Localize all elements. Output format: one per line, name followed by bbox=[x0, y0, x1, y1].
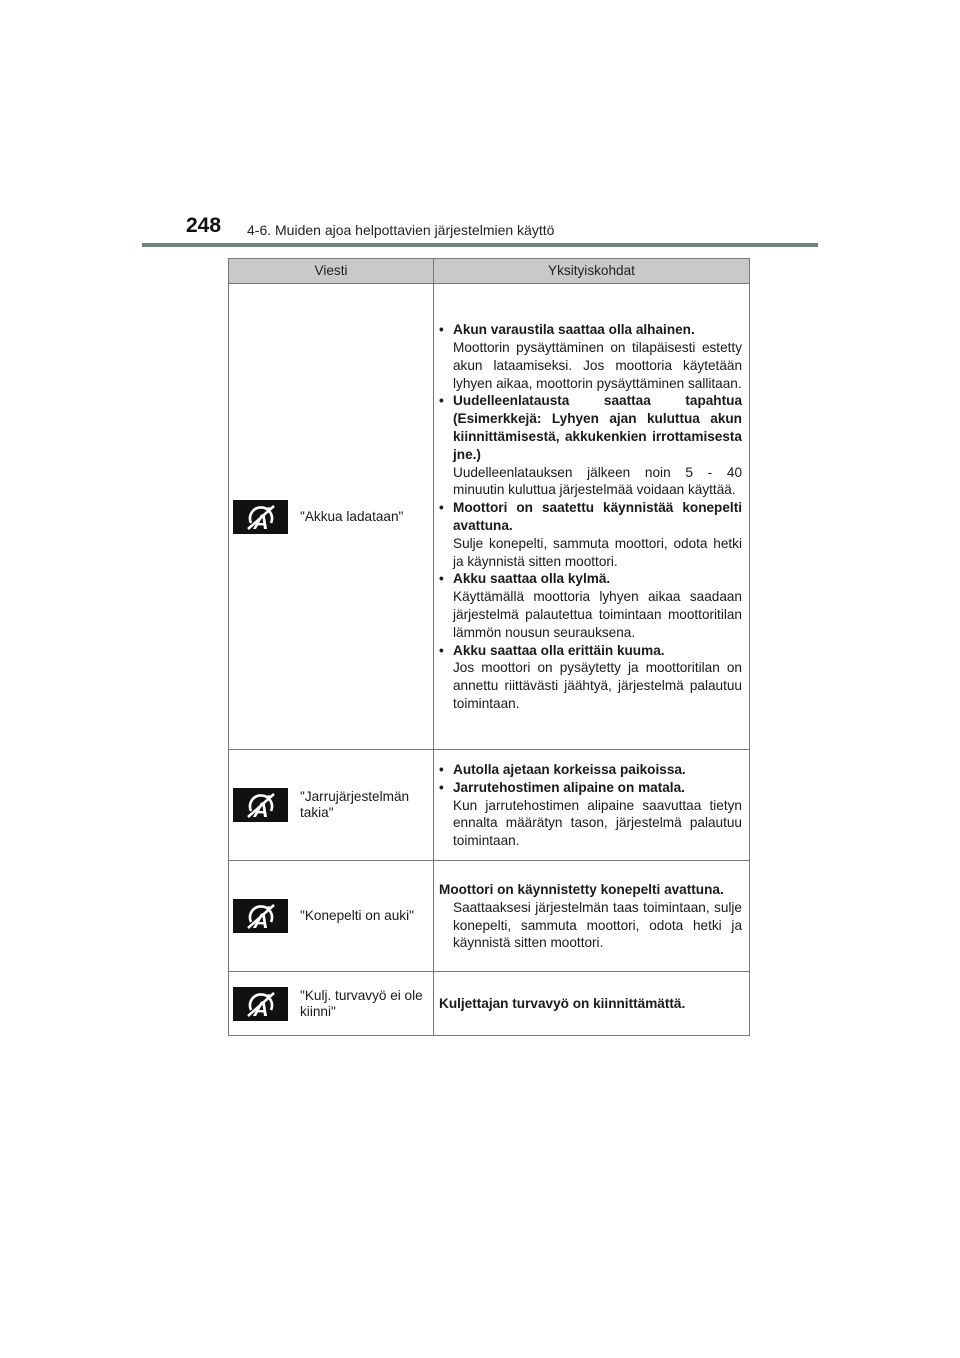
item-title: Autolla ajetaan korkeissa paikoissa. bbox=[453, 762, 686, 777]
details-cell bbox=[434, 284, 750, 750]
list-item: • Akku saattaa olla erittäin kuuma. Jos moottori on pysäytetty ja moottoritilan on annettu riittävästi jäähtyä, järjestelmä palautuu toimintaan. bbox=[439, 642, 742, 711]
column-header-message: Viesti bbox=[229, 259, 434, 284]
message-cell bbox=[229, 750, 434, 861]
item-title: Akun varaustila saattaa olla alhainen. bbox=[453, 322, 695, 338]
page-number: 248 bbox=[186, 214, 222, 237]
message-table bbox=[228, 258, 750, 1036]
item-text: Uudelleenlatauksen jälkeen noin 5 - 40 minuutin kuluttua järjestelmää voidaan käyttää. bbox=[453, 464, 742, 498]
section-title: 4-6. Muiden ajoa helpottavien järjestelmien käyttö bbox=[247, 222, 555, 238]
item-title: Uudelleenlatausta saattaa tapahtua (Esimerkkejä: Lyhyen ajan kuluttua akun kiinnittämisestä, akkukenkien irrottamisesta jne.) bbox=[453, 393, 742, 462]
details-cell bbox=[434, 972, 750, 1036]
item-text: Kun jarrutehostimen alipaine saavuttaa tietyn ennalta määrätyn tason, järjestelmä palautuu toimintaan. bbox=[453, 797, 742, 849]
message-cell bbox=[229, 284, 434, 750]
item-text: Käyttämällä moottoria lyhyen aikaa saadaan järjestelmä palautettua toimintaan moottoritilan lämmön nousun seurauksena. bbox=[453, 589, 742, 640]
item-title: Jarrutehostimen alipaine on matala. bbox=[453, 779, 685, 795]
svg-text:A: A bbox=[252, 997, 269, 1019]
stop-start-off-icon bbox=[233, 788, 288, 822]
item-text: Moottorin pysäyttäminen on tilapäisesti estetty akun lataamiseksi. Jos moottoria käytetään lyhyen aikaa, moottorin pysäyttäminen sallitaan. bbox=[453, 340, 742, 391]
details-cell bbox=[434, 750, 750, 861]
list-item: • Jarrutehostimen alipaine on matala. Kun jarrutehostimen alipaine saavuttaa tietyn ennalta määrätyn tason, järjestelmä palautuu toimintaan. bbox=[439, 779, 742, 849]
stop-start-off-icon bbox=[233, 987, 288, 1021]
stop-start-off-icon bbox=[233, 500, 288, 534]
table-row bbox=[229, 861, 750, 972]
details-cell bbox=[434, 861, 750, 972]
list-item: • Akun varaustila saattaa olla alhainen. Moottorin pysäyttäminen on tilapäisesti estetty akun lataamiseksi. Jos moottoria käytetään lyhyen aikaa, moottorin pysäyttäminen sallitaan. bbox=[439, 322, 742, 391]
list-item: • Autolla ajetaan korkeissa paikoissa. bbox=[439, 761, 742, 779]
table-row bbox=[229, 972, 750, 1036]
list-item: • Uudelleenlatausta saattaa tapahtua (Esimerkkejä: Lyhyen ajan kuluttua akun kiinnittämisestä, akkukenkien irrottamisesta jne.) Uudelleenlatauksen jälkeen noin 5 - 40 minuutin kuluttua järjestelmää voidaan käyttää. bbox=[439, 393, 742, 498]
message-text: "Kulj. turvavyö ei ole kiinni" bbox=[300, 987, 423, 1019]
detail-text: Saattaaksesi järjestelmän taas toimintaan, sulje konepelti, sammuta moottori, odota hetki ja käynnistä sitten moottori. bbox=[453, 899, 742, 951]
table-header-row bbox=[229, 259, 750, 284]
svg-text:A: A bbox=[252, 510, 269, 532]
detail-heading: Kuljettajan turvavyö on kiinnittämättä. bbox=[439, 995, 686, 1011]
svg-text:A: A bbox=[252, 799, 269, 820]
item-text: Jos moottori on pysäytetty ja moottoritilan on annettu riittävästi jäähtyä, järjestelmä palautuu toimintaan. bbox=[453, 660, 742, 711]
message-text: "Konepelti on auki" bbox=[300, 908, 414, 923]
item-text: Sulje konepelti, sammuta moottori, odota hetki ja käynnistä sitten moottori. bbox=[453, 535, 742, 569]
item-title: Akku saattaa olla kylmä. bbox=[453, 571, 611, 587]
item-title: Moottori on saatettu käynnistää konepelti avattuna. bbox=[453, 500, 742, 533]
svg-text:A: A bbox=[252, 910, 269, 931]
message-cell bbox=[229, 861, 434, 972]
detail-heading: Moottori on käynnistetty konepelti avattuna. bbox=[439, 881, 724, 897]
message-text: "Akkua ladataan" bbox=[300, 508, 404, 524]
list-item: • Moottori on saatettu käynnistää konepelti avattuna. Sulje konepelti, sammuta moottori, odota hetki ja käynnistä sitten moottori. bbox=[439, 500, 742, 569]
table-row bbox=[229, 284, 750, 750]
header-rule bbox=[142, 243, 818, 247]
item-title: Akku saattaa olla erittäin kuuma. bbox=[453, 642, 665, 658]
message-cell bbox=[229, 972, 434, 1036]
list-item: • Akku saattaa olla kylmä. Käyttämällä moottoria lyhyen aikaa saadaan järjestelmä palautettua toimintaan moottoritilan lämmön nousun seurauksena. bbox=[439, 571, 742, 640]
column-header-details: Yksityiskohdat bbox=[434, 259, 750, 284]
table-row bbox=[229, 750, 750, 861]
stop-start-off-icon bbox=[233, 899, 288, 933]
message-text: "Jarrujärjestelmän takia" bbox=[300, 789, 410, 820]
